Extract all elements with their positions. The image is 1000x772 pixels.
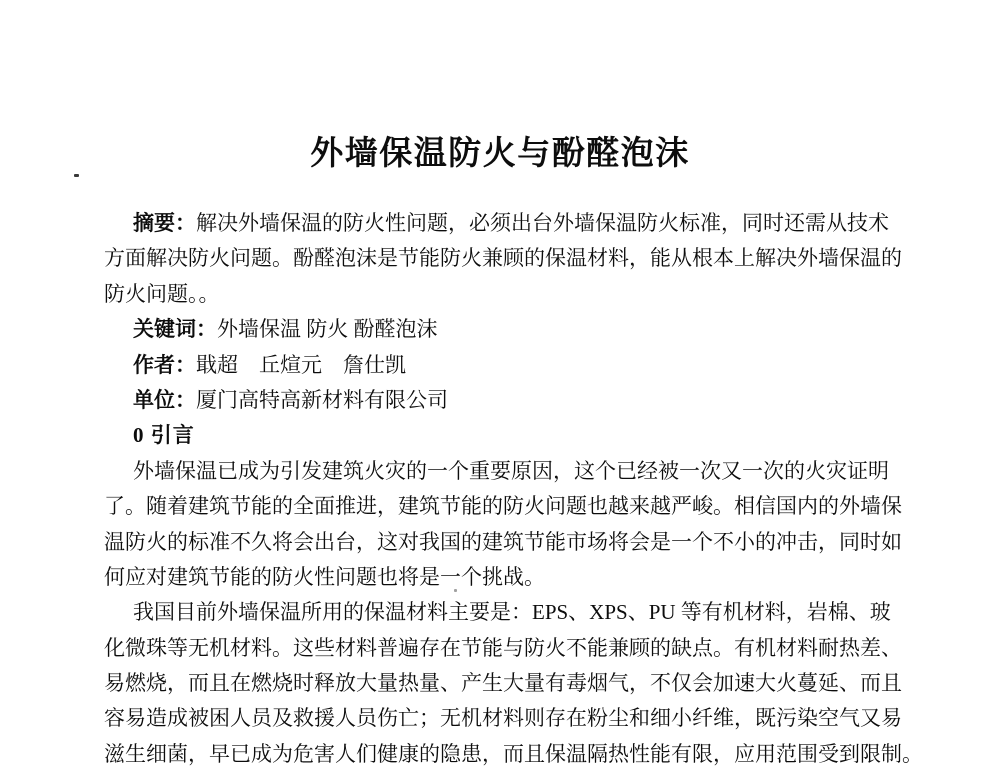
text-line: 单位：厦门高特高新材料有限公司	[133, 387, 448, 412]
field-label: 摘要：	[133, 211, 196, 235]
field-label: 单位：	[133, 387, 196, 412]
section-heading: 0 引言	[133, 423, 195, 448]
text-line: 方面解决防火问题。酚醛泡沫是节能防火兼顾的保温材料，能从根本上解决外墙保温的	[104, 246, 902, 271]
text-line: 容易造成被困人员及救援人员伤亡；无机材料则存在粉尘和细小纤维，既污染空气又易	[104, 706, 902, 731]
text-line: 关键词：外墙保温 防火 酚醛泡沫	[133, 317, 438, 342]
article-body	[104, 206, 923, 772]
text-line: 摘要：解决外墙保温的防火性问题，必须出台外墙保温防火标准，同时还需从技术	[133, 211, 889, 235]
text-line: 我国目前外墙保温所用的保温材料主要是：EPS、XPS、PU 等有机材料，岩棉、玻	[133, 600, 891, 625]
text-line: 温防火的标准不久将会出台，这对我国的建筑节能市场将会是一个不小的冲击，同时如	[104, 529, 902, 554]
text-line: 何应对建筑节能的防火性问题也将是一个挑战。	[104, 564, 545, 589]
article-title: 外墙保温防火与酚醛泡沫	[310, 136, 690, 172]
text-line: 作者：戢超 丘煊元 詹仕凯	[133, 352, 406, 377]
scan-artifact-dot	[74, 174, 79, 177]
text-line: 化微珠等无机材料。这些材料普遍存在节能与防火不能兼顾的缺点。有机材料耐热差、	[104, 635, 902, 660]
text-line: 外墙保温已成为引发建筑火灾的一个重要原因，这个已经被一次又一次的火灾证明	[133, 458, 889, 483]
text-line: 滋生细菌，早已成为危害人们健康的隐患，而且保温隔热性能有限，应用范围受到限制。	[104, 741, 923, 766]
text-line: 易燃烧，而且在燃烧时释放大量热量、产生大量有毒烟气，不仅会加速大火蔓延、而且	[104, 671, 902, 696]
field-label: 关键词：	[133, 317, 217, 342]
field-label: 作者：	[133, 352, 196, 377]
text-line: 防火问题。。	[104, 281, 220, 306]
text-line: 了。随着建筑节能的全面推进，建筑节能的防火问题也越来越严峻。相信国内的外墙保	[104, 494, 902, 519]
